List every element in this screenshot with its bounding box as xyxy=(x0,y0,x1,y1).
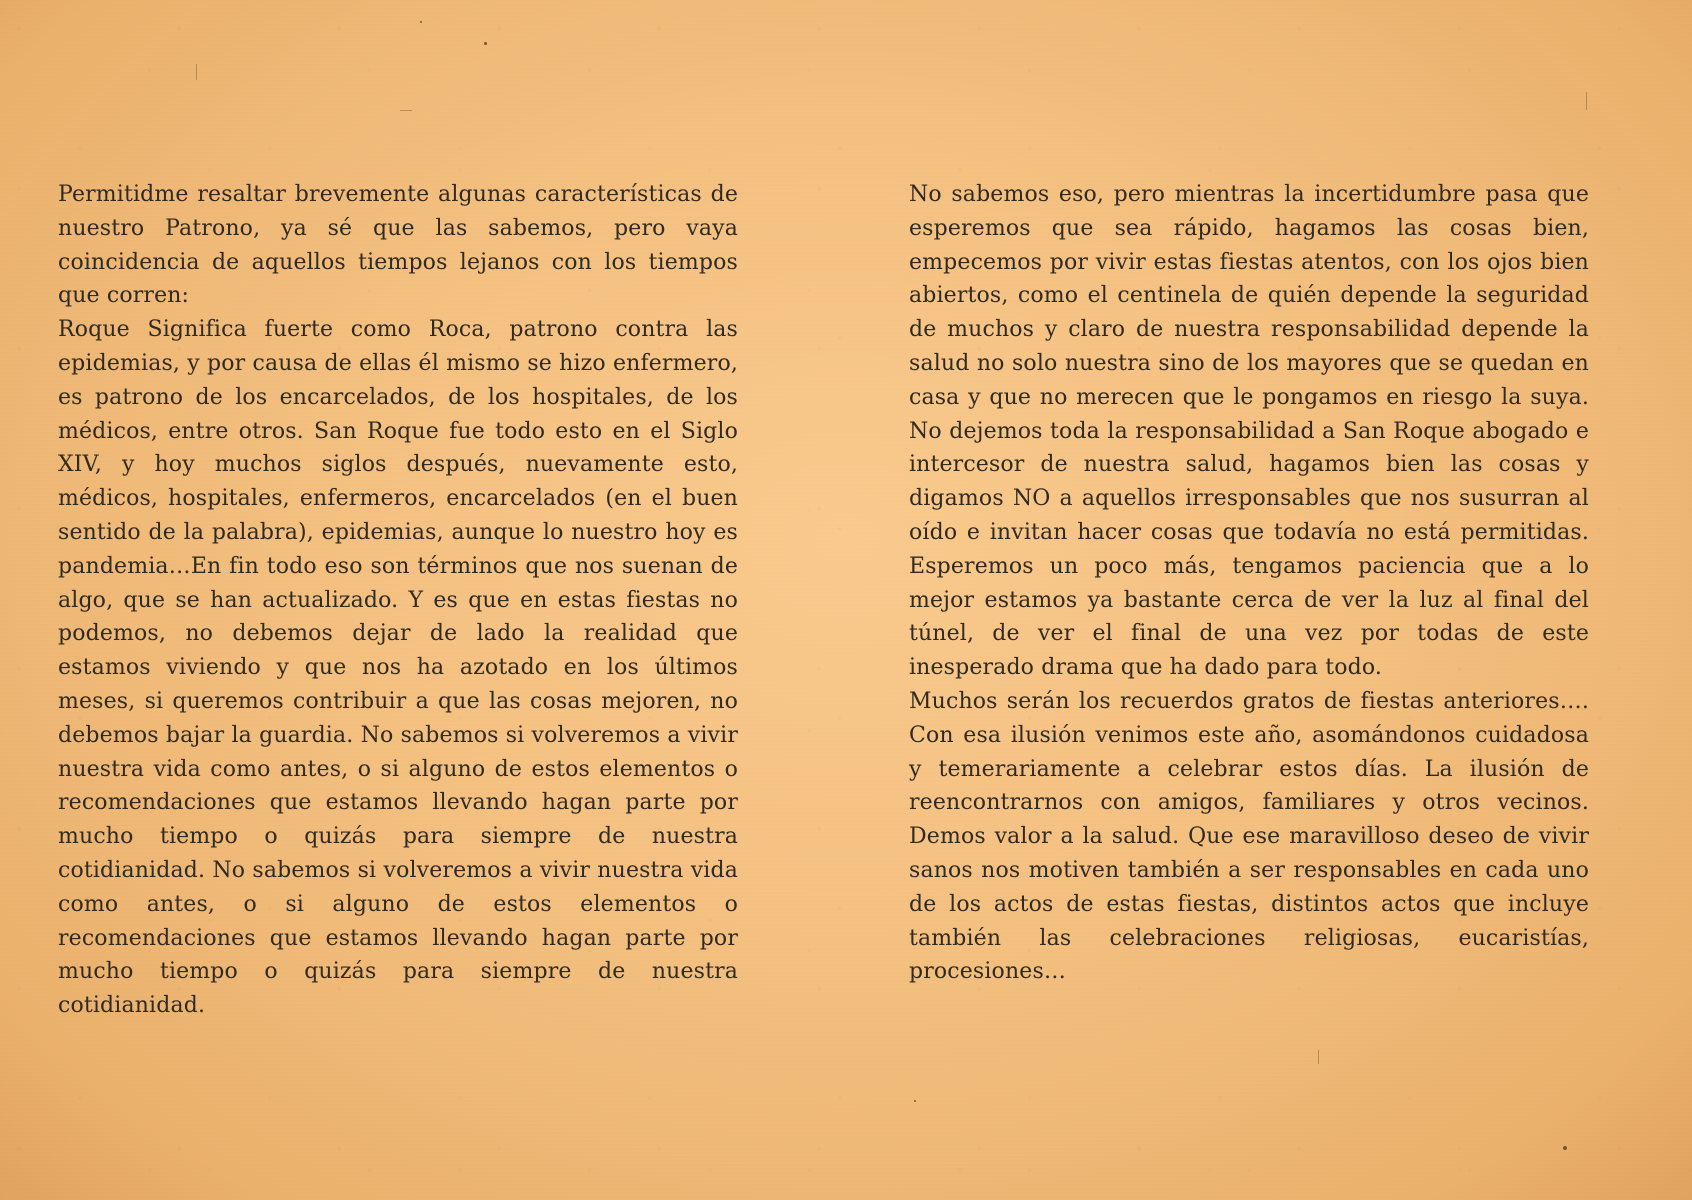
right-page xyxy=(846,0,1692,1200)
right-page-text-block xyxy=(909,178,1589,989)
left-page-paragraph-2: Roque Significa fuerte como Roca, patrono contra las epidemias, y por causa de ellas él mismo se hizo enfermero, es patrono de los encarcelados, de los hospitales, de los médicos, entre otros. San Roque fue todo esto en el Siglo XIV, y hoy muchos siglos después, nuevamente esto, médicos, hospitales, enfermeros, encarcelados (en el buen sentido de la palabra), epidemias, aunque lo nuestro hoy es pandemia…En fin todo eso son términos que nos suenan de algo, que se han actualizado. Y es que en estas fiestas no podemos, no debemos dejar de lado la realidad que estamos viviendo y que nos ha azotado en los últimos meses, si queremos contribuir a que las cosas mejoren, no debemos bajar la guardia. No sabemos si volveremos a vivir nuestra vida como antes, o si alguno de estos elementos o recomendaciones que estamos llevando hagan parte por mucho tiempo o quizás para siempre de nuestra cotidianidad. No sabemos si volveremos a vivir nuestra vida como antes, o si alguno de estos elementos o recomendaciones que estamos llevando hagan parte por mucho tiempo o quizás para siempre de nuestra cotidianidad. xyxy=(58,317,738,1019)
right-page-paragraph-1: No sabemos eso, pero mientras la incertidumbre pasa que esperemos que sea rápido, hagamos las cosas bien, empecemos por vivir estas fiestas atentos, con los ojos bien abiertos, como el centinela de quién depende la seguridad de muchos y claro de nuestra responsabilidad depende la salud no solo nuestra sino de los mayores que se quedan en casa y que no merecen que le pongamos en riesgo la suya. No dejemos toda la responsabilidad a San Roque abogado e intercesor de nuestra salud, hagamos bien las cosas y digamos NO a aquellos irresponsables que nos susurran al oído e invitan hacer cosas que todavía no está permitidas. Esperemos un poco más, tengamos paciencia que a lo mejor estamos ya bastante cerca de ver la luz al final del túnel, de ver el final de una vez por todas de este inesperado drama que ha dado para todo. xyxy=(909,182,1589,681)
left-page-paragraph-1: Permitidme resaltar brevemente algunas características de nuestro Patrono, ya sé que las sabemos, pero vaya coincidencia de aquellos tiempos lejanos con los tiempos que corren: xyxy=(58,182,738,309)
left-page-text-block xyxy=(58,178,738,1023)
right-page-paragraph-2: Muchos serán los recuerdos gratos de fiestas anteriores…. Con esa ilusión venimos este año, asomándonos cuidadosa y temerariamente a celebrar estos días. La ilusión de reencontrarnos con amigos, familiares y otros vecinos. Demos valor a la salud. Que ese maravilloso deseo de vivir sanos nos motiven también a ser responsables en cada uno de los actos de estas fiestas, distintos actos que incluye también las celebraciones religiosas, eucaristías, procesiones… xyxy=(909,688,1589,985)
